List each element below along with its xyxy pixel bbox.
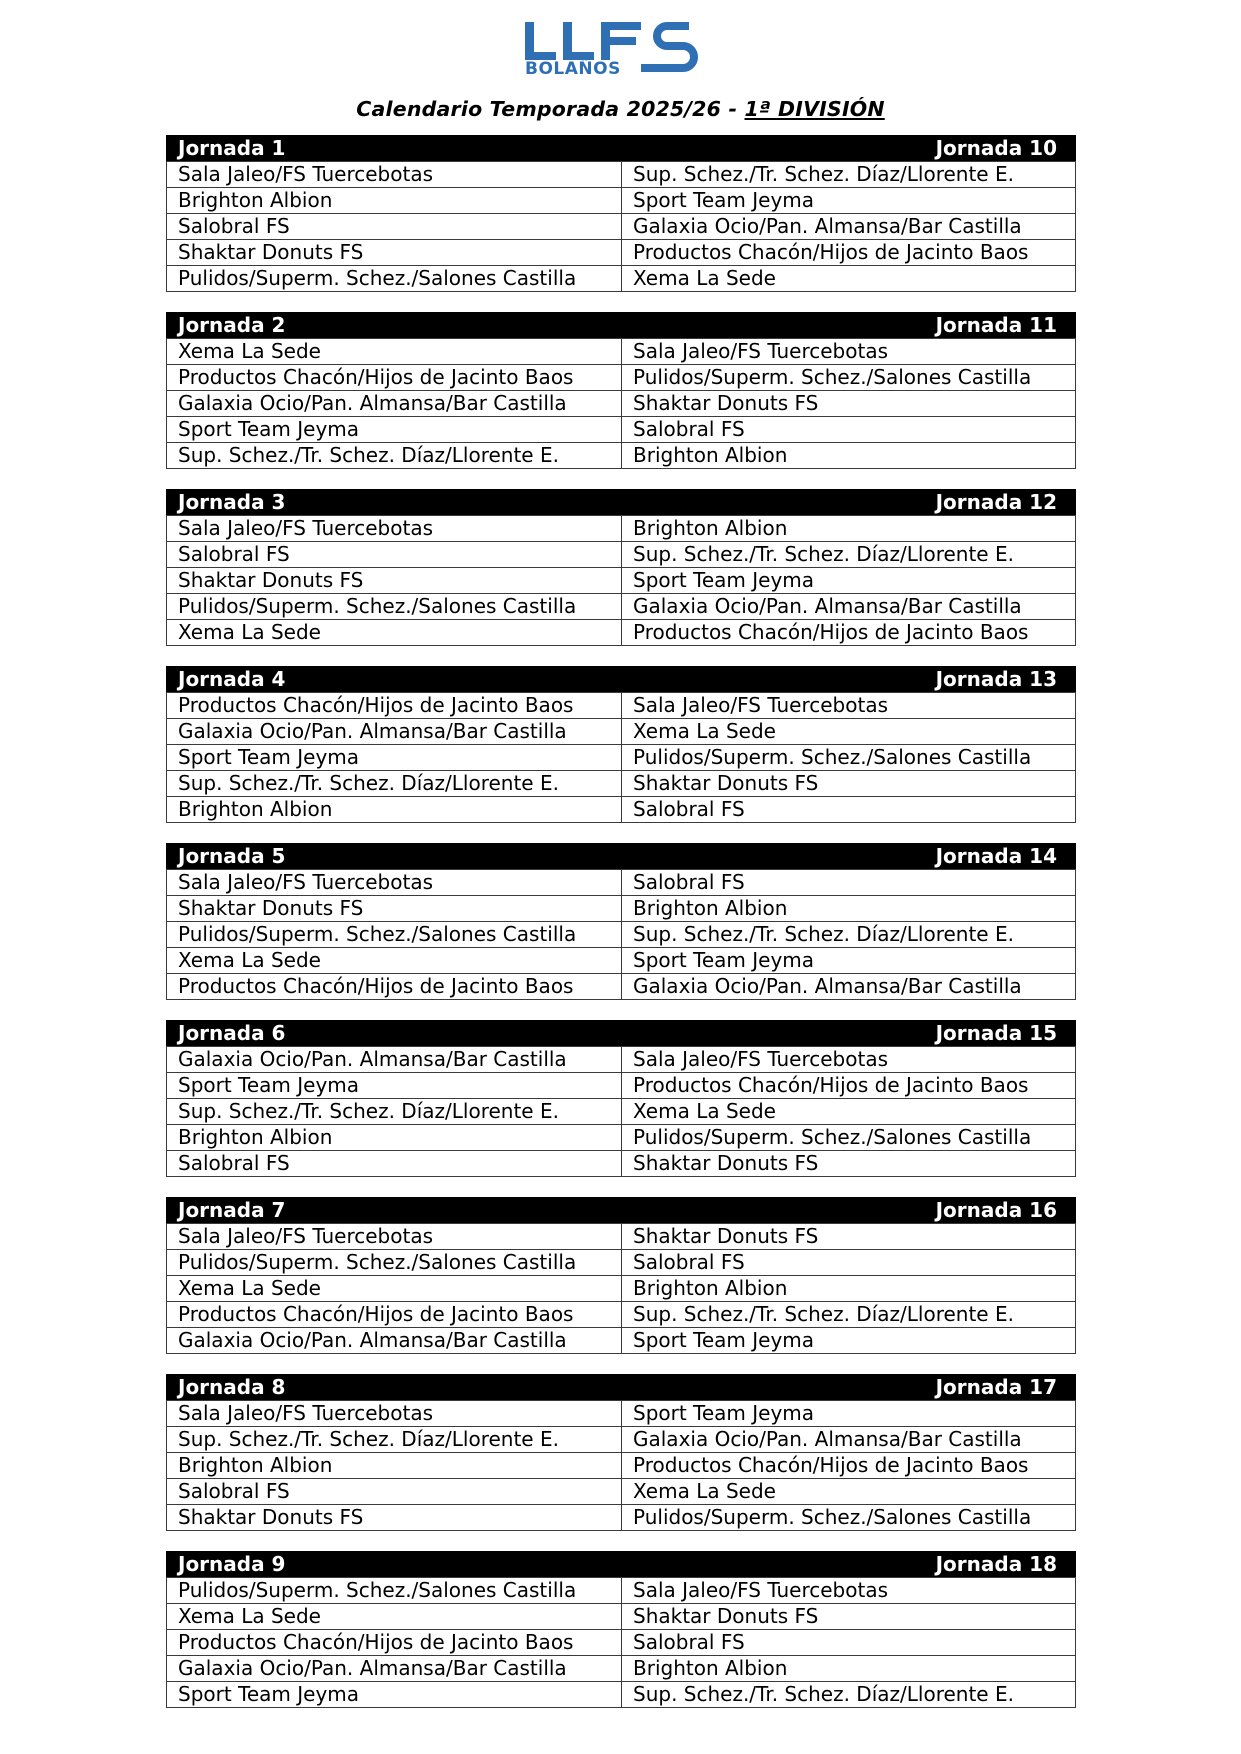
- table-row: [167, 1479, 1076, 1505]
- round-label-first-leg: Jornada 6: [178, 1021, 286, 1045]
- team-second-leg: Xema La Sede: [622, 719, 1076, 745]
- fixtures-table: [166, 869, 1076, 1000]
- team-second-leg: Productos Chacón/Hijos de Jacinto Baos: [622, 1453, 1076, 1479]
- round-label-first-leg: Jornada 1: [178, 136, 286, 160]
- team-second-leg: Xema La Sede: [622, 1099, 1076, 1125]
- round-block: [166, 1197, 1076, 1354]
- team-first-leg: Productos Chacón/Hijos de Jacinto Baos: [167, 365, 622, 391]
- team-second-leg: Sup. Schez./Tr. Schez. Díaz/Llorente E.: [622, 1682, 1076, 1708]
- round-header: [166, 135, 1076, 161]
- team-second-leg: Galaxia Ocio/Pan. Almansa/Bar Castilla: [622, 594, 1076, 620]
- team-first-leg: Brighton Albion: [167, 1453, 622, 1479]
- team-second-leg: Productos Chacón/Hijos de Jacinto Baos: [622, 620, 1076, 646]
- team-second-leg: Salobral FS: [622, 1630, 1076, 1656]
- team-second-leg: Pulidos/Superm. Schez./Salones Castilla: [622, 1125, 1076, 1151]
- fixtures-table: [166, 1577, 1076, 1708]
- table-row: [167, 1578, 1076, 1604]
- team-first-leg: Galaxia Ocio/Pan. Almansa/Bar Castilla: [167, 391, 622, 417]
- table-row: [167, 1047, 1076, 1073]
- team-second-leg: Sup. Schez./Tr. Schez. Díaz/Llorente E.: [622, 542, 1076, 568]
- page-title: [0, 97, 1241, 121]
- table-row: [167, 1250, 1076, 1276]
- team-second-leg: Sup. Schez./Tr. Schez. Díaz/Llorente E.: [622, 1302, 1076, 1328]
- round-label-first-leg: Jornada 2: [178, 313, 286, 337]
- table-row: [167, 1604, 1076, 1630]
- round-block: [166, 843, 1076, 1000]
- team-first-leg: Xema La Sede: [167, 948, 622, 974]
- table-row: [167, 240, 1076, 266]
- table-row: [167, 1151, 1076, 1177]
- team-second-leg: Salobral FS: [622, 417, 1076, 443]
- fixtures-table: [166, 1400, 1076, 1531]
- team-second-leg: Sport Team Jeyma: [622, 568, 1076, 594]
- team-second-leg: Pulidos/Superm. Schez./Salones Castilla: [622, 365, 1076, 391]
- table-row: [167, 922, 1076, 948]
- team-first-leg: Xema La Sede: [167, 339, 622, 365]
- team-second-leg: Sala Jaleo/FS Tuercebotas: [622, 1578, 1076, 1604]
- team-second-leg: Shaktar Donuts FS: [622, 391, 1076, 417]
- table-row: [167, 339, 1076, 365]
- team-second-leg: Pulidos/Superm. Schez./Salones Castilla: [622, 1505, 1076, 1531]
- team-first-leg: Shaktar Donuts FS: [167, 240, 622, 266]
- team-second-leg: Brighton Albion: [622, 896, 1076, 922]
- team-first-leg: Galaxia Ocio/Pan. Almansa/Bar Castilla: [167, 1656, 622, 1682]
- fixtures-table: [166, 338, 1076, 469]
- team-second-leg: Sport Team Jeyma: [622, 1401, 1076, 1427]
- table-row: [167, 1276, 1076, 1302]
- team-second-leg: Sport Team Jeyma: [622, 948, 1076, 974]
- team-first-leg: Sport Team Jeyma: [167, 417, 622, 443]
- team-first-leg: Pulidos/Superm. Schez./Salones Castilla: [167, 1250, 622, 1276]
- table-row: [167, 745, 1076, 771]
- team-second-leg: Salobral FS: [622, 1250, 1076, 1276]
- table-row: [167, 693, 1076, 719]
- round-label-first-leg: Jornada 7: [178, 1198, 286, 1222]
- title-division: 1ª DIVISIÓN: [744, 97, 885, 121]
- team-first-leg: Productos Chacón/Hijos de Jacinto Baos: [167, 1302, 622, 1328]
- round-header: [166, 1020, 1076, 1046]
- table-row: [167, 594, 1076, 620]
- team-second-leg: Sport Team Jeyma: [622, 1328, 1076, 1354]
- team-first-leg: Sup. Schez./Tr. Schez. Díaz/Llorente E.: [167, 1099, 622, 1125]
- team-first-leg: Pulidos/Superm. Schez./Salones Castilla: [167, 922, 622, 948]
- fixtures-table: [166, 1046, 1076, 1177]
- fixtures-table: [166, 515, 1076, 646]
- round-label-first-leg: Jornada 3: [178, 490, 286, 514]
- round-header: [166, 666, 1076, 692]
- round-label-second-leg: Jornada 18: [935, 1552, 1057, 1576]
- round-block: [166, 135, 1076, 292]
- team-second-leg: Sala Jaleo/FS Tuercebotas: [622, 693, 1076, 719]
- team-first-leg: Sala Jaleo/FS Tuercebotas: [167, 1401, 622, 1427]
- table-row: [167, 620, 1076, 646]
- team-first-leg: Pulidos/Superm. Schez./Salones Castilla: [167, 266, 622, 292]
- team-first-leg: Galaxia Ocio/Pan. Almansa/Bar Castilla: [167, 1047, 622, 1073]
- round-label-first-leg: Jornada 8: [178, 1375, 286, 1399]
- round-label-second-leg: Jornada 16: [935, 1198, 1057, 1222]
- round-label-second-leg: Jornada 14: [935, 844, 1057, 868]
- table-row: [167, 1682, 1076, 1708]
- team-first-leg: Salobral FS: [167, 542, 622, 568]
- team-first-leg: Sala Jaleo/FS Tuercebotas: [167, 516, 622, 542]
- round-label-first-leg: Jornada 9: [178, 1552, 286, 1576]
- team-second-leg: Sala Jaleo/FS Tuercebotas: [622, 339, 1076, 365]
- team-second-leg: Shaktar Donuts FS: [622, 771, 1076, 797]
- table-row: [167, 974, 1076, 1000]
- fixtures-table: [166, 1223, 1076, 1354]
- round-block: [166, 1551, 1076, 1708]
- round-header: [166, 1374, 1076, 1400]
- table-row: [167, 1073, 1076, 1099]
- team-first-leg: Pulidos/Superm. Schez./Salones Castilla: [167, 1578, 622, 1604]
- round-label-second-leg: Jornada 17: [935, 1375, 1057, 1399]
- team-second-leg: Brighton Albion: [622, 1656, 1076, 1682]
- team-first-leg: Sport Team Jeyma: [167, 1682, 622, 1708]
- fixtures-calendar: [166, 135, 1076, 1728]
- team-first-leg: Galaxia Ocio/Pan. Almansa/Bar Castilla: [167, 719, 622, 745]
- round-header: [166, 1197, 1076, 1223]
- table-row: [167, 797, 1076, 823]
- team-first-leg: Galaxia Ocio/Pan. Almansa/Bar Castilla: [167, 1328, 622, 1354]
- team-first-leg: Salobral FS: [167, 1151, 622, 1177]
- team-first-leg: Brighton Albion: [167, 188, 622, 214]
- table-row: [167, 1302, 1076, 1328]
- table-row: [167, 1630, 1076, 1656]
- table-row: [167, 1401, 1076, 1427]
- round-label-second-leg: Jornada 15: [935, 1021, 1057, 1045]
- team-second-leg: Shaktar Donuts FS: [622, 1151, 1076, 1177]
- team-first-leg: Productos Chacón/Hijos de Jacinto Baos: [167, 974, 622, 1000]
- team-first-leg: Productos Chacón/Hijos de Jacinto Baos: [167, 693, 622, 719]
- team-first-leg: Productos Chacón/Hijos de Jacinto Baos: [167, 1630, 622, 1656]
- team-first-leg: Brighton Albion: [167, 797, 622, 823]
- team-first-leg: Shaktar Donuts FS: [167, 896, 622, 922]
- round-block: [166, 1374, 1076, 1531]
- round-label-first-leg: Jornada 4: [178, 667, 286, 691]
- round-label-second-leg: Jornada 11: [935, 313, 1057, 337]
- team-second-leg: Brighton Albion: [622, 443, 1076, 469]
- team-second-leg: Brighton Albion: [622, 1276, 1076, 1302]
- team-first-leg: Xema La Sede: [167, 1604, 622, 1630]
- table-row: [167, 870, 1076, 896]
- round-header: [166, 1551, 1076, 1577]
- team-second-leg: Xema La Sede: [622, 266, 1076, 292]
- round-header: [166, 843, 1076, 869]
- team-second-leg: Salobral FS: [622, 797, 1076, 823]
- team-first-leg: Sala Jaleo/FS Tuercebotas: [167, 870, 622, 896]
- team-first-leg: Sup. Schez./Tr. Schez. Díaz/Llorente E.: [167, 443, 622, 469]
- table-row: [167, 1125, 1076, 1151]
- fixtures-table: [166, 692, 1076, 823]
- table-row: [167, 214, 1076, 240]
- table-row: [167, 1328, 1076, 1354]
- team-first-leg: Shaktar Donuts FS: [167, 568, 622, 594]
- team-first-leg: Xema La Sede: [167, 620, 622, 646]
- team-second-leg: Shaktar Donuts FS: [622, 1224, 1076, 1250]
- team-first-leg: Sup. Schez./Tr. Schez. Díaz/Llorente E.: [167, 1427, 622, 1453]
- table-row: [167, 1505, 1076, 1531]
- team-first-leg: Xema La Sede: [167, 1276, 622, 1302]
- table-row: [167, 542, 1076, 568]
- round-label-second-leg: Jornada 13: [935, 667, 1057, 691]
- team-first-leg: Shaktar Donuts FS: [167, 1505, 622, 1531]
- team-first-leg: Sup. Schez./Tr. Schez. Díaz/Llorente E.: [167, 771, 622, 797]
- team-second-leg: Brighton Albion: [622, 516, 1076, 542]
- round-block: [166, 489, 1076, 646]
- round-block: [166, 312, 1076, 469]
- table-row: [167, 568, 1076, 594]
- table-row: [167, 1453, 1076, 1479]
- team-second-leg: Productos Chacón/Hijos de Jacinto Baos: [622, 1073, 1076, 1099]
- table-row: [167, 719, 1076, 745]
- table-row: [167, 1656, 1076, 1682]
- table-row: [167, 1224, 1076, 1250]
- llfs-bolanos-logo: [521, 16, 721, 86]
- round-header: [166, 489, 1076, 515]
- table-row: [167, 443, 1076, 469]
- team-first-leg: Sala Jaleo/FS Tuercebotas: [167, 1224, 622, 1250]
- team-second-leg: Xema La Sede: [622, 1479, 1076, 1505]
- team-first-leg: Pulidos/Superm. Schez./Salones Castilla: [167, 594, 622, 620]
- title-prefix: Calendario Temporada 2025/26 -: [356, 97, 745, 121]
- table-row: [167, 896, 1076, 922]
- round-header: [166, 312, 1076, 338]
- team-second-leg: Shaktar Donuts FS: [622, 1604, 1076, 1630]
- team-second-leg: Galaxia Ocio/Pan. Almansa/Bar Castilla: [622, 974, 1076, 1000]
- team-first-leg: Salobral FS: [167, 1479, 622, 1505]
- round-block: [166, 666, 1076, 823]
- table-row: [167, 516, 1076, 542]
- team-second-leg: Galaxia Ocio/Pan. Almansa/Bar Castilla: [622, 1427, 1076, 1453]
- team-first-leg: Sala Jaleo/FS Tuercebotas: [167, 162, 622, 188]
- team-second-leg: Salobral FS: [622, 870, 1076, 896]
- team-first-leg: Salobral FS: [167, 214, 622, 240]
- team-first-leg: Sport Team Jeyma: [167, 1073, 622, 1099]
- fixtures-table: [166, 161, 1076, 292]
- table-row: [167, 771, 1076, 797]
- table-row: [167, 1099, 1076, 1125]
- table-row: [167, 948, 1076, 974]
- team-second-leg: Sport Team Jeyma: [622, 188, 1076, 214]
- table-row: [167, 417, 1076, 443]
- table-row: [167, 391, 1076, 417]
- round-label-first-leg: Jornada 5: [178, 844, 286, 868]
- table-row: [167, 1427, 1076, 1453]
- team-second-leg: Pulidos/Superm. Schez./Salones Castilla: [622, 745, 1076, 771]
- round-label-second-leg: Jornada 10: [935, 136, 1057, 160]
- table-row: [167, 365, 1076, 391]
- team-second-leg: Sala Jaleo/FS Tuercebotas: [622, 1047, 1076, 1073]
- team-second-leg: Productos Chacón/Hijos de Jacinto Baos: [622, 240, 1076, 266]
- team-first-leg: Brighton Albion: [167, 1125, 622, 1151]
- table-row: [167, 162, 1076, 188]
- team-second-leg: Sup. Schez./Tr. Schez. Díaz/Llorente E.: [622, 922, 1076, 948]
- logo-subtext: BOLAÑOS: [525, 59, 621, 79]
- team-first-leg: Sport Team Jeyma: [167, 745, 622, 771]
- table-row: [167, 266, 1076, 292]
- round-block: [166, 1020, 1076, 1177]
- team-second-leg: Sup. Schez./Tr. Schez. Díaz/Llorente E.: [622, 162, 1076, 188]
- table-row: [167, 188, 1076, 214]
- team-second-leg: Galaxia Ocio/Pan. Almansa/Bar Castilla: [622, 214, 1076, 240]
- round-label-second-leg: Jornada 12: [935, 490, 1057, 514]
